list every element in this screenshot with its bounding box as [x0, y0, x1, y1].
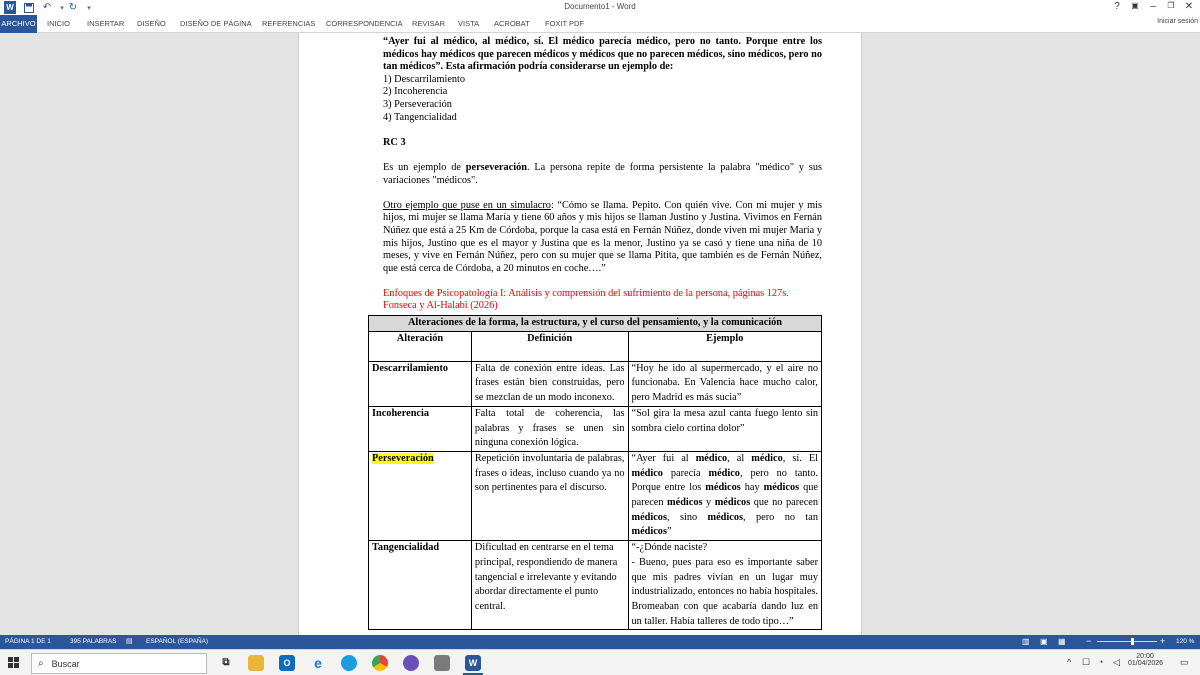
- tab-file[interactable]: ARCHIVO: [0, 15, 37, 33]
- ex-text: , al: [727, 452, 752, 464]
- tab-revisar[interactable]: REVISAR: [412, 19, 445, 28]
- row-definition: Repetición involuntaria de palabras, frases o ideas, incluso cuando ya no son pertinentes para el discurso.: [471, 451, 628, 540]
- row-example: “Hoy he ido al supermercado, y el aire no funcionaba. En Valencia hace mucho calor, pero Madrid es más sucia”: [628, 361, 822, 406]
- volume-icon[interactable]: ◁: [1113, 657, 1120, 667]
- ex-text: que parecen: [631, 482, 818, 509]
- explanation-term: perseveración: [465, 161, 527, 173]
- table-title: Alteraciones de la forma, la estructura, y el curso del pensamiento, y la comunicación: [369, 316, 822, 332]
- ex-bold: médico: [631, 467, 663, 479]
- ex-text: parecía: [662, 467, 709, 479]
- header-definicion: Definición: [471, 331, 628, 361]
- option-4: 4) Tangencialidad: [383, 111, 457, 123]
- ribbon-tabs: [0, 15, 1200, 33]
- minimize-icon[interactable]: –: [1150, 1, 1156, 12]
- clock-time: 20:00: [1136, 653, 1154, 660]
- ex-bold: médico: [695, 452, 728, 464]
- ex-bold: médicos: [631, 526, 667, 538]
- status-bar: [0, 635, 1200, 649]
- ex-bold: médicos: [714, 497, 751, 509]
- table-row: [369, 361, 822, 406]
- tab-referencias[interactable]: REFERENCIAS: [262, 19, 316, 28]
- row-definition: Dificultad en centrarse en el tema principal, respondiendo de manera tangencial e irrelevante y evitando abordar directamente el punto central.: [471, 541, 628, 630]
- ex-text: y: [702, 497, 715, 509]
- clock-date: 01/04/2026: [1128, 660, 1164, 667]
- document-body[interactable]: [383, 36, 822, 313]
- other-example-label: Otro ejemplo que puse en un simulacro: [383, 199, 551, 211]
- print-layout-icon[interactable]: ▣: [1040, 637, 1048, 646]
- word-taskbar-icon[interactable]: W: [465, 655, 481, 671]
- highlighted-term: Perseveración: [372, 452, 434, 464]
- tray-chevron-icon[interactable]: ^: [1067, 657, 1072, 667]
- ex-text: “Ayer fui al: [631, 452, 696, 464]
- zoom-in-button[interactable]: +: [1160, 636, 1166, 646]
- alterations-table[interactable]: [368, 315, 822, 630]
- file-explorer-icon[interactable]: [248, 655, 264, 671]
- option-2: 2) Incoherencia: [383, 86, 448, 98]
- undo-icon[interactable]: ↶: [42, 2, 52, 13]
- ex-answer: - Bueno, pues para eso es importante saber que mis padres vivían en un lugar muy industrializado, entonces no había hospitales. Bromeaban con que acabaría dando luz en un taller. Había talleres de todo tipo…”: [631, 556, 818, 627]
- rc-heading: RC 3: [383, 136, 406, 148]
- ex-bold: médicos: [705, 482, 741, 494]
- table-row: [369, 406, 822, 451]
- zoom-slider[interactable]: [1097, 641, 1157, 642]
- option-3: 3) Perseveración: [383, 98, 452, 110]
- source-citation: [383, 288, 822, 313]
- row-example: “Sol gira la mesa azul canta fuego lento sin sombra cielo cortina dolor”: [628, 406, 822, 451]
- tab-diseno[interactable]: DISEÑO: [137, 19, 166, 28]
- ex-bold: médicos: [667, 497, 703, 509]
- clock[interactable]: [1128, 653, 1162, 667]
- ex-text: , sino: [666, 511, 708, 523]
- zoom-slider-thumb[interactable]: [1131, 638, 1134, 645]
- explanation-suffix: . La persona repite de forma persistente la palabra "médico" y sus variaciones "médicos".: [383, 161, 822, 186]
- header-ejemplo: Ejemplo: [628, 331, 822, 361]
- undo-dropdown-icon[interactable]: ▾: [60, 4, 64, 12]
- edge-icon[interactable]: [341, 655, 357, 671]
- row-name: [369, 451, 472, 540]
- row-definition: Falta total de coherencia, las palabras y frases se unen sin ninguna conexión lógica.: [471, 406, 628, 451]
- tab-inicio[interactable]: INICIO: [47, 19, 70, 28]
- other-example-paragraph: [383, 200, 822, 276]
- source-line-1: Enfoques de Psicopatología I: Análisis y comprensión del sufrimiento de la persona, páginas 127s.: [383, 287, 789, 299]
- internet-explorer-icon[interactable]: e: [314, 655, 322, 671]
- web-layout-icon[interactable]: ▦: [1058, 637, 1066, 646]
- wifi-icon[interactable]: ◔: [1098, 657, 1104, 667]
- word-icon: W: [4, 1, 16, 14]
- redo-icon[interactable]: ↻: [68, 2, 78, 13]
- explanation-paragraph: [383, 162, 822, 187]
- ribbon-display-icon[interactable]: ▣: [1131, 1, 1139, 10]
- word-count[interactable]: 395 PALABRAS: [70, 638, 117, 645]
- taskbar: [0, 649, 1200, 675]
- explanation-prefix: Es un ejemplo de: [383, 161, 466, 173]
- tab-correspondencia[interactable]: CORRESPONDENCIA: [326, 19, 403, 28]
- task-view-icon[interactable]: ⧉: [222, 657, 230, 668]
- row-name: Incoherencia: [369, 406, 472, 451]
- notifications-icon[interactable]: ▭: [1180, 657, 1189, 667]
- language[interactable]: ESPAÑOL (ESPAÑA): [146, 638, 209, 645]
- option-1: 1) Descarrilamiento: [383, 73, 466, 85]
- ex-question: “-¿Dónde naciste?: [631, 542, 708, 554]
- game-icon[interactable]: [434, 655, 450, 671]
- ex-text: que no parecen: [750, 497, 818, 509]
- table-row: [369, 451, 822, 540]
- app-icon[interactable]: [403, 655, 419, 671]
- header-alteracion: Alteración: [369, 331, 472, 361]
- question-text: [383, 36, 822, 74]
- restore-icon[interactable]: ❐: [1167, 1, 1175, 10]
- ex-bold: médicos: [707, 511, 743, 523]
- ex-text: hay: [740, 482, 764, 494]
- ex-bold: médico: [708, 467, 740, 479]
- title-bar: [0, 0, 1200, 15]
- ex-bold: médicos: [631, 511, 667, 523]
- zoom-out-button[interactable]: −: [1086, 636, 1092, 646]
- network-icon[interactable]: ☐: [1082, 657, 1091, 667]
- tab-acrobat[interactable]: ACROBAT: [494, 19, 530, 28]
- search-icon: ⌕: [38, 658, 44, 669]
- tab-foxit-pdf[interactable]: FOXIT PDF: [545, 19, 585, 28]
- window-title: Documento1 - Word: [564, 2, 636, 11]
- tab-vista[interactable]: VISTA: [458, 19, 480, 28]
- row-example: [628, 451, 822, 540]
- chrome-icon[interactable]: [372, 655, 388, 671]
- taskbar-search[interactable]: [31, 653, 207, 674]
- table-row: [369, 541, 822, 630]
- zoom-level[interactable]: 120 %: [1176, 638, 1195, 645]
- search-placeholder: Buscar: [51, 658, 80, 669]
- other-example-text: : “Cómo se llama. Pepito. Con quién vive. Con mi mujer y mis hijos, mi mujer se llama María y tiene 60 años y mis hijos se llaman Justino y Justina. Vivimos en Fernán Núñez que está a 25 Km de Córdoba, porque la casa está en Fernán Núñez, donde viven mi mujer María y mis hijos, Justino que es el mayor y Justina que es la menor, Justino ya se casó y tiene una niña de 10 meses, y vive en Fernán Núñez, pero con su mujer que se llama Pitita, que también es de Fernán Núñez, que está cerca de Córdoba, a 20 minutos en coche….”: [383, 199, 822, 274]
- tab-insertar[interactable]: INSERTAR: [87, 19, 125, 28]
- ex-text: , pero no tanto. Porque entre los: [631, 467, 818, 494]
- question-statement: “Ayer fui al médico, al médico, sí. El médico parecía médico, pero no tanto. Porque entre los médicos hay médicos que parecen médicos y médicos que no parecen médicos, sino médicos, pero no tan médicos”. Esta afirmación podría considerarse un ejemplo de:: [383, 36, 822, 73]
- ex-bold: médicos: [763, 482, 800, 494]
- row-definition: Falta de conexión entre ideas. Las frases están bien construidas, pero se mezclan de un modo inconexo.: [471, 361, 628, 406]
- customize-qat-icon[interactable]: ▾: [87, 4, 91, 12]
- tab-diseno-pagina[interactable]: DISEÑO DE PÁGINA: [180, 19, 252, 28]
- ex-text: , sí. El: [782, 452, 818, 464]
- row-name: Tangencialidad: [369, 541, 472, 630]
- ex-bold: médico: [751, 452, 783, 464]
- ex-text: , pero no tan: [743, 511, 818, 523]
- row-example: [628, 541, 822, 630]
- row-name: Descarrilamiento: [369, 361, 472, 406]
- sign-in-link[interactable]: Iniciar sesión: [1157, 18, 1198, 25]
- help-icon[interactable]: ?: [1114, 1, 1120, 12]
- ex-text: ”: [666, 526, 672, 538]
- read-mode-icon[interactable]: ▥: [1022, 637, 1030, 646]
- proofing-icon[interactable]: ▤: [126, 638, 133, 645]
- close-icon[interactable]: ✕: [1184, 1, 1194, 12]
- outlook-icon[interactable]: O: [279, 655, 295, 671]
- windows-start-icon[interactable]: [8, 657, 20, 669]
- source-line-2: Fonseca y Al-Halabi (2026): [383, 300, 498, 312]
- page-count[interactable]: PÁGINA 1 DE 1: [5, 638, 51, 645]
